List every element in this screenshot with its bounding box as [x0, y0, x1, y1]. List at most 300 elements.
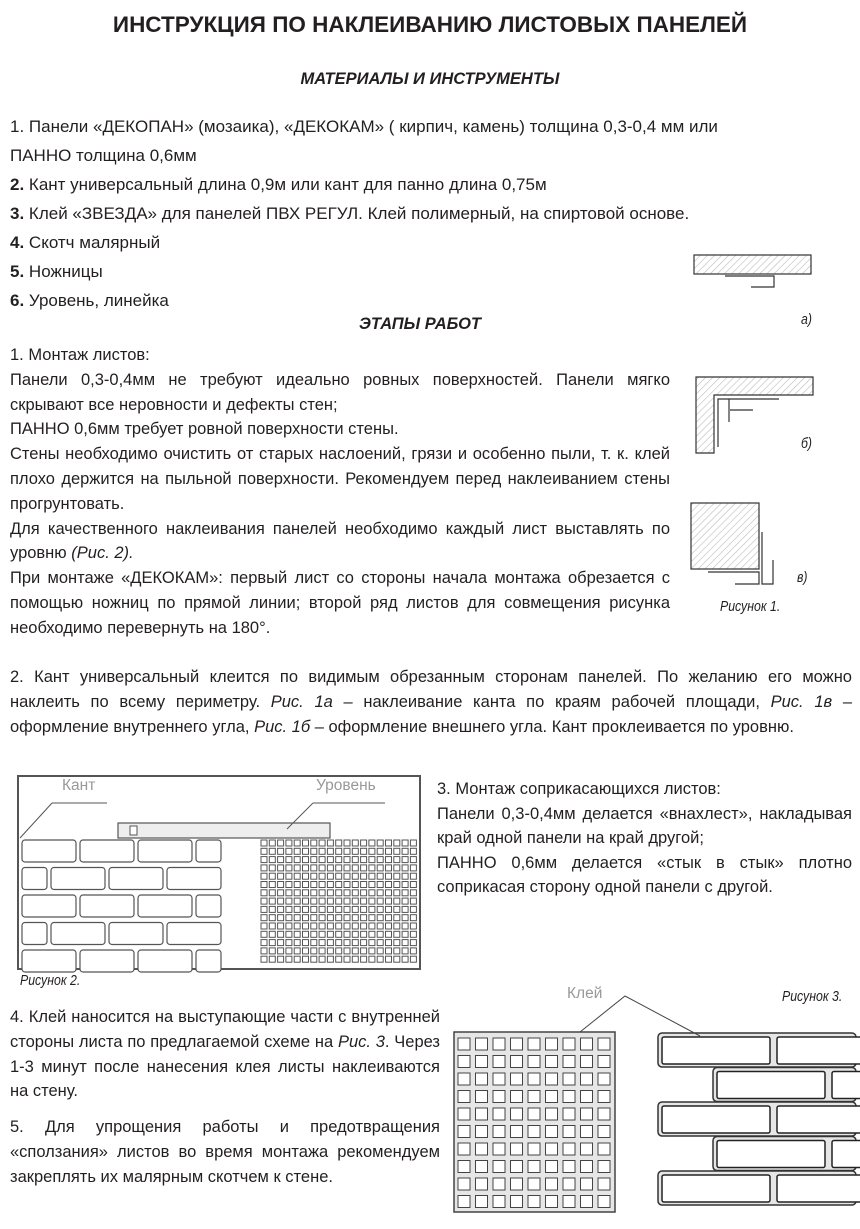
- mosaic-tile: [394, 890, 400, 896]
- mosaic-tile: [319, 882, 325, 888]
- mosaic-tile: [344, 890, 350, 896]
- mosaic-tile: [352, 848, 358, 854]
- mosaic-tile: [476, 1056, 488, 1068]
- mosaic-tile: [581, 1056, 593, 1068]
- mosaic-tile: [344, 956, 350, 962]
- item-num: 4.: [10, 233, 25, 252]
- mosaic-tile: [286, 848, 292, 854]
- mosaic-tile: [319, 848, 325, 854]
- mosaic-tile: [261, 923, 267, 929]
- mosaic-tile: [394, 848, 400, 854]
- stage-1-title: 1. Монтаж листов:: [10, 346, 150, 364]
- brick: [138, 950, 192, 972]
- mosaic-tile: [294, 915, 300, 921]
- figure-ref: Рис. 1б: [254, 717, 311, 736]
- mosaic-tile: [261, 873, 267, 879]
- figure-ref: Рис. 1а: [270, 692, 333, 711]
- mosaic-tile: [286, 915, 292, 921]
- mosaic-tile: [410, 948, 416, 954]
- mosaic-tile: [394, 840, 400, 846]
- mosaic-tile: [361, 940, 367, 946]
- mosaic-tile: [311, 923, 317, 929]
- mosaic-tile: [402, 848, 408, 854]
- mosaic-tile: [386, 857, 392, 863]
- mosaic-tile: [402, 956, 408, 962]
- mosaic-tile: [476, 1108, 488, 1120]
- mosaic-tile: [394, 906, 400, 912]
- mosaic-tile: [294, 898, 300, 904]
- brick: [717, 1072, 825, 1099]
- stage-3-text: ПАННО 0,6мм делается «стык в стык» плотно соприкасая сторону одной панели с другой.: [437, 853, 852, 897]
- mosaic-tile: [402, 857, 408, 863]
- mosaic-tile: [344, 940, 350, 946]
- mosaic-tile: [377, 848, 383, 854]
- mosaic-tile: [336, 848, 342, 854]
- brick: [138, 895, 192, 917]
- mosaic-tile: [261, 915, 267, 921]
- mosaic-tile: [476, 1196, 488, 1208]
- mosaic-tile: [303, 956, 309, 962]
- mosaic-tile: [261, 898, 267, 904]
- mosaic-tile: [511, 1143, 523, 1155]
- mosaic-tile: [410, 923, 416, 929]
- mosaic-tile: [476, 1091, 488, 1103]
- mosaic-tile: [369, 890, 375, 896]
- mosaic-tile: [377, 948, 383, 954]
- mosaic-tile: [377, 890, 383, 896]
- mosaic-tile: [352, 865, 358, 871]
- material-item-6: [10, 286, 169, 316]
- mosaic-tile: [286, 890, 292, 896]
- mosaic-tile: [286, 898, 292, 904]
- mosaic-tile: [294, 906, 300, 912]
- brick: [717, 1141, 825, 1168]
- mosaic-tile: [311, 915, 317, 921]
- mosaic-tile: [327, 848, 333, 854]
- mosaic-tile: [336, 906, 342, 912]
- mosaic-tile: [394, 931, 400, 937]
- materials-heading: МАТЕРИАЛЫ И ИНСТРУМЕНТЫ: [300, 70, 560, 88]
- mosaic-tile: [402, 906, 408, 912]
- mosaic-tile: [394, 915, 400, 921]
- mosaic-tile: [303, 898, 309, 904]
- mosaic-tile: [598, 1126, 610, 1138]
- stage-4-text: . Через 1-3 минут после нанесения клея листы наклеиваются на стену.: [10, 1032, 440, 1101]
- mosaic-tile: [546, 1143, 558, 1155]
- mosaic-tile: [336, 873, 342, 879]
- mosaic-tile: [598, 1091, 610, 1103]
- mosaic-tile: [278, 948, 284, 954]
- mosaic-tile: [528, 1056, 540, 1068]
- mosaic-tile: [511, 1178, 523, 1190]
- mosaic-tile: [386, 923, 392, 929]
- mosaic-tile: [319, 948, 325, 954]
- panel-c: [691, 503, 759, 569]
- mosaic-tile: [410, 915, 416, 921]
- mosaic-tile: [286, 840, 292, 846]
- mosaic-tile: [319, 915, 325, 921]
- mosaic-tile: [581, 1178, 593, 1190]
- mosaic-tile: [269, 931, 275, 937]
- mosaic-tile: [476, 1161, 488, 1173]
- mosaic-tile: [311, 956, 317, 962]
- stage-1-text: Стены необходимо очистить от старых наслоений, грязи и особенно пыли, т. к. клей плохо держится на пыльной поверхности. Рекомендуем перед наклеиванием стены прогрунтовать.: [10, 445, 670, 513]
- mosaic-tile: [386, 906, 392, 912]
- brick: [138, 840, 192, 862]
- page-title: ИНСТРУКЦИЯ ПО НАКЛЕИВАНИЮ ЛИСТОВЫХ ПАНЕЛЕЙ: [112, 12, 748, 37]
- mosaic-tile: [458, 1161, 470, 1173]
- mosaic-tile: [261, 948, 267, 954]
- figure-ref: (Рис. 2).: [71, 544, 134, 563]
- mosaic-tile: [386, 890, 392, 896]
- brick: [80, 840, 134, 862]
- mosaic-tile: [563, 1143, 575, 1155]
- mosaic-tile: [563, 1161, 575, 1173]
- mosaic-tile: [361, 890, 367, 896]
- mosaic-tile: [476, 1178, 488, 1190]
- mosaic-tile: [528, 1126, 540, 1138]
- figure-3-caption: Рисунок 3.: [782, 988, 843, 1005]
- mosaic-tile: [261, 931, 267, 937]
- mosaic-tile: [311, 848, 317, 854]
- mosaic-tile: [377, 956, 383, 962]
- mosaic-tile: [581, 1038, 593, 1050]
- mosaic-tile: [410, 940, 416, 946]
- mosaic-tile: [269, 923, 275, 929]
- mosaic-tile: [261, 848, 267, 854]
- mosaic-tile: [598, 1108, 610, 1120]
- mosaic-tile: [327, 857, 333, 863]
- mosaic-tile: [377, 882, 383, 888]
- mosaic-tile: [377, 840, 383, 846]
- mosaic-tile: [394, 898, 400, 904]
- mosaic-tile: [319, 931, 325, 937]
- mosaic-tile: [410, 840, 416, 846]
- mosaic-tile: [394, 882, 400, 888]
- mosaic-tile: [311, 890, 317, 896]
- stages-heading: ЭТАПЫ РАБОТ: [358, 315, 482, 333]
- mosaic-tile: [336, 898, 342, 904]
- mosaic-tile: [377, 940, 383, 946]
- mosaic-tile: [386, 940, 392, 946]
- mosaic-tile: [369, 898, 375, 904]
- brick: [777, 1175, 860, 1202]
- mosaic-tile: [493, 1038, 505, 1050]
- mosaic-tile: [261, 890, 267, 896]
- mosaic-tile: [286, 857, 292, 863]
- brick: [832, 1072, 860, 1099]
- mosaic-tile: [511, 1056, 523, 1068]
- mosaic-tile: [511, 1073, 523, 1085]
- brick: [51, 868, 105, 890]
- mosaic-tile: [377, 898, 383, 904]
- brick: [22, 868, 47, 890]
- mosaic-tile: [303, 857, 309, 863]
- item-num: 5.: [10, 262, 25, 281]
- mosaic-tile: [394, 857, 400, 863]
- mosaic-tile: [581, 1143, 593, 1155]
- stage-3-title: 3. Монтаж соприкасающихся листов:: [437, 780, 721, 798]
- mosaic-tile: [386, 948, 392, 954]
- mosaic-tile: [369, 865, 375, 871]
- mosaic-tile: [458, 1143, 470, 1155]
- mosaic-tile: [369, 848, 375, 854]
- mosaic-tile: [361, 857, 367, 863]
- mosaic-tile: [458, 1056, 470, 1068]
- mosaic-tile: [286, 873, 292, 879]
- mosaic-tile: [261, 940, 267, 946]
- mosaic-tile: [581, 1091, 593, 1103]
- mosaic-tile: [327, 931, 333, 937]
- mosaic-tile: [303, 840, 309, 846]
- mosaic-tile: [386, 840, 392, 846]
- mosaic-tile: [294, 857, 300, 863]
- mosaic-tile: [458, 1178, 470, 1190]
- mosaic-tile: [410, 848, 416, 854]
- mosaic-tile: [563, 1091, 575, 1103]
- mosaic-tile: [303, 923, 309, 929]
- brick: [662, 1106, 770, 1133]
- mosaic-tile: [278, 915, 284, 921]
- mosaic-tile: [269, 940, 275, 946]
- mosaic-tile: [286, 865, 292, 871]
- mosaic-tile: [352, 915, 358, 921]
- mosaic-tile: [361, 848, 367, 854]
- figure-2-caption: Рисунок 2.: [20, 972, 81, 989]
- stage-4-text: 4. Клей наносится на выступающие части с внутренней стороны листа по предлагаемой схеме на: [10, 1008, 440, 1051]
- mosaic-tile: [261, 956, 267, 962]
- figure-1-caption: Рисунок 1.: [720, 598, 781, 615]
- mosaic-tile: [546, 1161, 558, 1173]
- mosaic-tile: [546, 1178, 558, 1190]
- mosaic-tile: [303, 948, 309, 954]
- mosaic-tile: [352, 948, 358, 954]
- mosaic-tile: [511, 1038, 523, 1050]
- mosaic-tile: [278, 848, 284, 854]
- mosaic-tile: [361, 898, 367, 904]
- mosaic-tile: [336, 915, 342, 921]
- mosaic-tile: [303, 931, 309, 937]
- mosaic-tile: [528, 1161, 540, 1173]
- mosaic-tile: [598, 1178, 610, 1190]
- mosaic-tile: [278, 873, 284, 879]
- panel-b: [696, 377, 813, 453]
- mosaic-tile: [294, 940, 300, 946]
- mosaic-tile: [528, 1073, 540, 1085]
- mosaic-tile: [286, 931, 292, 937]
- mosaic-tile: [476, 1073, 488, 1085]
- mosaic-tile: [563, 1056, 575, 1068]
- mosaic-tile: [261, 857, 267, 863]
- mosaic-tile: [278, 840, 284, 846]
- stage-1-text: [10, 517, 670, 567]
- brick: [832, 1141, 860, 1168]
- brick: [22, 895, 76, 917]
- mosaic-tile: [286, 882, 292, 888]
- mosaic-tile: [493, 1126, 505, 1138]
- mosaic-tile: [563, 1196, 575, 1208]
- brick: [80, 950, 134, 972]
- mosaic-tile: [352, 923, 358, 929]
- mosaic-tile: [303, 940, 309, 946]
- mosaic-tile: [269, 915, 275, 921]
- brick: [777, 1106, 860, 1133]
- item-text: Кант универсальный длина 0,9м или кант для панно длина 0,75м: [24, 175, 547, 194]
- mosaic-tile: [327, 873, 333, 879]
- mosaic-tile: [269, 956, 275, 962]
- mosaic-tile: [361, 882, 367, 888]
- mosaic-tile: [352, 956, 358, 962]
- mosaic-tile: [493, 1073, 505, 1085]
- brick: [196, 950, 221, 972]
- mosaic-tile: [311, 940, 317, 946]
- mosaic-tile: [546, 1108, 558, 1120]
- mosaic-tile: [402, 890, 408, 896]
- mosaic-tile: [344, 857, 350, 863]
- mosaic-tile: [528, 1108, 540, 1120]
- mosaic-tile: [563, 1108, 575, 1120]
- mosaic-tile: [269, 906, 275, 912]
- mosaic-tile: [581, 1073, 593, 1085]
- mosaic-tile: [493, 1091, 505, 1103]
- mosaic-tile: [319, 865, 325, 871]
- brick: [22, 950, 76, 972]
- mosaic-tile: [319, 923, 325, 929]
- mosaic-tile: [377, 915, 383, 921]
- mosaic-tile: [493, 1161, 505, 1173]
- mosaic-tile: [410, 873, 416, 879]
- mosaic-tile: [269, 873, 275, 879]
- mosaic-tile: [546, 1038, 558, 1050]
- mosaic-tile: [598, 1056, 610, 1068]
- mosaic-tile: [303, 873, 309, 879]
- mosaic-tile: [344, 848, 350, 854]
- mosaic-tile: [344, 906, 350, 912]
- stage-2-text: – оформление внутреннего угла,: [10, 692, 852, 736]
- mosaic-tile: [581, 1196, 593, 1208]
- item-text: Скотч малярный: [24, 233, 161, 252]
- stage-3: [437, 777, 852, 900]
- mosaic-tile: [278, 956, 284, 962]
- figure-1-diagram: [680, 240, 860, 600]
- mosaic-tile: [278, 931, 284, 937]
- mosaic-tile: [511, 1196, 523, 1208]
- mosaic-tile: [352, 857, 358, 863]
- mosaic-tile: [319, 906, 325, 912]
- mosaic-tile: [528, 1091, 540, 1103]
- mosaic-tile: [352, 873, 358, 879]
- mosaic-tile: [581, 1126, 593, 1138]
- mosaic-tile: [269, 890, 275, 896]
- mosaic-tile: [563, 1073, 575, 1085]
- mosaic-tile: [563, 1178, 575, 1190]
- mosaic-tile: [511, 1108, 523, 1120]
- kant-c: [762, 532, 773, 584]
- mosaic-tile: [352, 906, 358, 912]
- item-text: Клей «ЗВЕЗДА» для панелей ПВХ РЕГУЛ. Клей полимерный, на спиртовой основе.: [24, 204, 690, 223]
- mosaic-tile: [402, 882, 408, 888]
- mosaic-tile: [598, 1038, 610, 1050]
- brick: [167, 923, 221, 945]
- brick: [662, 1037, 770, 1064]
- mosaic-tile: [410, 865, 416, 871]
- mosaic-tile: [377, 873, 383, 879]
- brick: [777, 1037, 860, 1064]
- mosaic-tile: [336, 956, 342, 962]
- mosaic-tile: [311, 840, 317, 846]
- mosaic-tile: [546, 1091, 558, 1103]
- mosaic-tile: [319, 898, 325, 904]
- mosaic-tile: [458, 1073, 470, 1085]
- mosaic-tile: [344, 948, 350, 954]
- mosaic-tile: [493, 1108, 505, 1120]
- mosaic-tile: [528, 1143, 540, 1155]
- mosaic-tile: [528, 1196, 540, 1208]
- mosaic-tile: [344, 882, 350, 888]
- mosaic-tile: [361, 906, 367, 912]
- material-item-2: [10, 170, 547, 200]
- mosaic-tile: [344, 915, 350, 921]
- mosaic-tile: [546, 1196, 558, 1208]
- mosaic-tile: [394, 865, 400, 871]
- mosaic-tile: [327, 923, 333, 929]
- mosaic-tile: [352, 931, 358, 937]
- mosaic-tile: [402, 931, 408, 937]
- mosaic-tile: [294, 882, 300, 888]
- stage-2-text: – оформление внешнего угла. Кант проклеивается по уровню.: [310, 717, 794, 736]
- mosaic-tile: [369, 923, 375, 929]
- mosaic-tile: [369, 873, 375, 879]
- mosaic-tile: [361, 873, 367, 879]
- mosaic-tile: [336, 948, 342, 954]
- brick: [167, 868, 221, 890]
- mosaic-tile: [528, 1038, 540, 1050]
- mosaic-tile: [311, 931, 317, 937]
- mosaic-tile: [476, 1126, 488, 1138]
- mosaic-tile: [377, 857, 383, 863]
- mosaic-tile: [336, 940, 342, 946]
- mosaic-tile: [528, 1178, 540, 1190]
- mosaic-tile: [369, 956, 375, 962]
- kant-c2: [708, 572, 759, 584]
- mosaic-tile: [278, 940, 284, 946]
- stage-1: [10, 343, 670, 641]
- mosaic-tile: [361, 931, 367, 937]
- brick: [109, 868, 163, 890]
- mosaic-tile: [402, 948, 408, 954]
- mosaic-tile: [598, 1196, 610, 1208]
- mosaic-tile: [386, 882, 392, 888]
- mosaic-tile: [344, 898, 350, 904]
- mosaic-tile: [311, 882, 317, 888]
- mosaic-tile: [511, 1126, 523, 1138]
- mosaic-tile: [336, 865, 342, 871]
- mosaic-tile: [327, 898, 333, 904]
- mosaic-tile: [402, 898, 408, 904]
- mosaic-tile: [303, 882, 309, 888]
- mosaic-tile: [303, 915, 309, 921]
- mosaic-tile: [546, 1073, 558, 1085]
- item-num: 2.: [10, 175, 25, 194]
- mosaic-tile: [327, 948, 333, 954]
- stage-2-text: – наклеивание канта по краям рабочей площади,: [332, 692, 771, 711]
- mosaic-tile: [410, 882, 416, 888]
- mosaic-tile: [410, 890, 416, 896]
- mosaic-tile: [402, 923, 408, 929]
- figure-ref: Рис. 1в: [770, 692, 833, 711]
- stage-5: 5. Для упрощения работы и предотвращения «сползания» листов во время монтажа рекомендуем закреплять их малярным скотчем к стене.: [10, 1118, 440, 1186]
- mosaic-tile: [361, 923, 367, 929]
